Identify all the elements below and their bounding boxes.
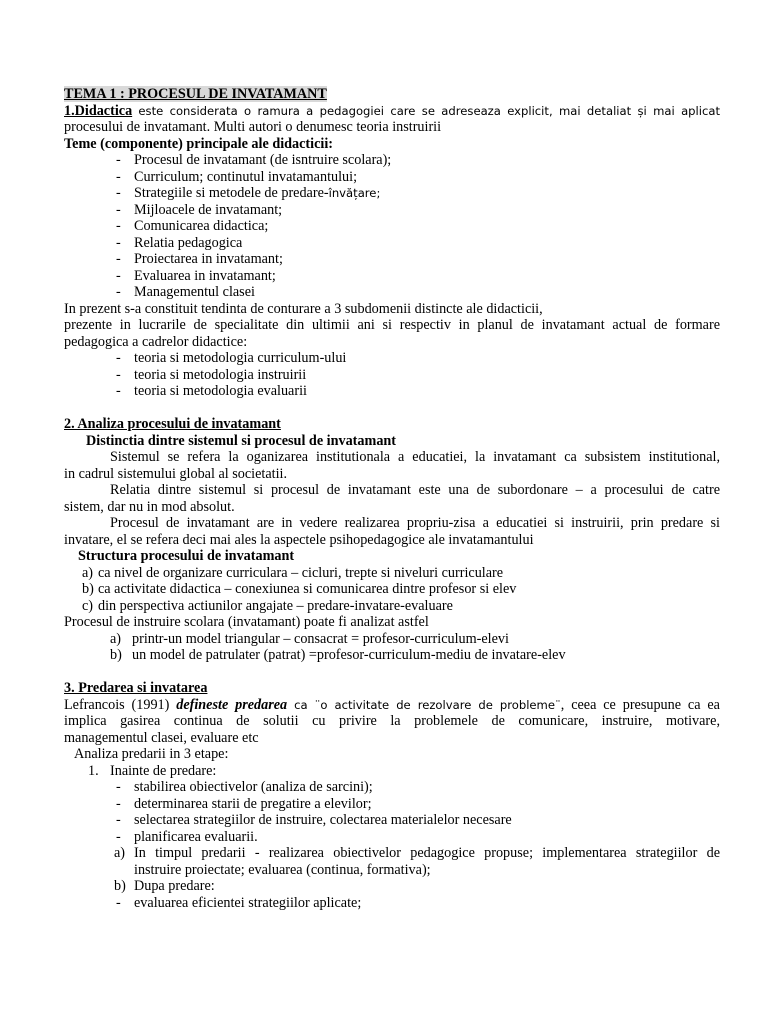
section2-heading: 2. Analiza procesului de invatamant bbox=[64, 416, 281, 432]
section2-p1b: in cadrul sistemului global al societatii. bbox=[64, 465, 288, 482]
section1-p2b: pedagogica a cadrelor didactice: bbox=[64, 333, 248, 350]
list-item-continuation: instruire proiectate; evaluarea (continua, formativa); bbox=[134, 861, 431, 878]
section2-p3b: invatare, el se refera deci mai ales la aspectele psihopedagogice ale invatamantului bbox=[64, 531, 534, 548]
list-item: - Relatia pedagogica bbox=[116, 234, 243, 251]
list-item: 1. Inainte de predare: bbox=[88, 762, 217, 779]
page-title: TEMA 1 : PROCESUL DE INVATAMANT bbox=[64, 86, 327, 102]
list-item: a) printr-un model triangular – consacrat = profesor-curriculum-elevi bbox=[110, 630, 509, 647]
list-item: - Procesul de invatamant (de isntruire scolara); bbox=[116, 152, 392, 168]
title-line bbox=[64, 86, 720, 103]
list-item: - teoria si metodologia instruirii bbox=[116, 366, 307, 383]
section2-p2a: Relatia dintre sistemul si procesul de invatamant este una de subordonare – a procesului de catre bbox=[110, 482, 720, 498]
section3-line4: Analiza predarii in 3 etape: bbox=[74, 746, 229, 762]
list-item: - Mijloacele de invatamant; bbox=[116, 201, 283, 218]
document-page bbox=[64, 86, 720, 911]
list-item: - teoria si metodologia curriculum-ului bbox=[116, 350, 347, 366]
list-item: c) din perspectiva actiunilor angajate – predare-invatare-evaluare bbox=[82, 597, 453, 614]
section1-text-alt: este considerata o ramura a pedagogiei care se adreseaza explicit, mai detaliat și mai aplicat bbox=[138, 103, 721, 118]
section2-subhead2: Structura procesului de invatamant bbox=[78, 548, 295, 564]
list-item: - stabilirea obiectivelor (analiza de sarcini); bbox=[116, 779, 373, 795]
list-item: - Strategiile si metodele de predare-învățare; bbox=[116, 185, 381, 201]
section1-lead: 1.Didactica bbox=[64, 102, 133, 119]
list-item: - evaluarea eficientei strategiilor aplicate; bbox=[116, 894, 362, 911]
section1-subhead: Teme (componente) principale ale didacticii: bbox=[64, 135, 334, 152]
list-item: - determinarea starii de pregatire a elevilor; bbox=[116, 795, 372, 812]
list-item: b) ca activitate didactica – conexiunea si comunicarea dintre profesor si elev bbox=[82, 581, 517, 597]
section2-p1a: Sistemul se refera la oganizarea institutionala a educatiei, la invatamant ca subsistem institutional, bbox=[110, 449, 720, 465]
section1-p2a: prezente in lucrarile de specialitate din ultimii ani si respectiv in planul de invatamant actual de formare bbox=[64, 317, 720, 333]
section3-line2: implica gasirea continua de solutii cu privire la problemele de comunicare, instruire, motivare, bbox=[64, 713, 720, 729]
section1-p1: In prezent s-a constituit tendinta de conturare a 3 subdomenii distincte ale didacticii, bbox=[64, 300, 543, 317]
list-item: b) Dupa predare: bbox=[114, 878, 215, 894]
section3-line1: Lefrancois (1991) defineste predarea ca ¨o activitate de rezolvare de probleme¨, ceea ce presupune ca ea bbox=[64, 696, 720, 713]
list-item: - Proiectarea in invatamant; bbox=[116, 251, 283, 267]
section1-intro bbox=[64, 103, 720, 120]
list-item: - teoria si metodologia evaluarii bbox=[116, 383, 307, 399]
list-item: a) ca nivel de organizare curriculara – cicluri, trepte si niveluri curriculare bbox=[82, 564, 504, 581]
section1-line2: procesului de invatamant. Multi autori o denumesc teoria instruirii bbox=[64, 119, 442, 135]
list-item: - selectarea strategiilor de instruire, colectarea materialelor necesare bbox=[116, 812, 512, 828]
list-item: a) In timpul predarii - realizarea obiectivelor pedagogice propuse; implementarea strategiilor de bbox=[114, 845, 720, 861]
list-item: b) un model de patrulater (patrat) =profesor-curriculum-mediu de invatare-elev bbox=[110, 647, 566, 663]
list-item: - Comunicarea didactica; bbox=[116, 218, 269, 234]
section3-heading: 3. Predarea si invatarea bbox=[64, 680, 208, 696]
list-item: - Curriculum; continutul invatamantului; bbox=[116, 168, 358, 185]
section2-p2b: sistem, dar nu in mod absolut. bbox=[64, 498, 235, 515]
section2-p3a: Procesul de invatamant are in vedere realizarea propriu-zisa a educatiei si instruirii, prin predare si bbox=[110, 515, 720, 531]
list-item: - Evaluarea in invatamant; bbox=[116, 267, 276, 284]
section2-p4: Procesul de instruire scolara (invatamant) poate fi analizat astfel bbox=[64, 614, 429, 630]
section2-subhead1: Distinctia dintre sistemul si procesul de invatamant bbox=[86, 432, 397, 449]
list-item: - Managementul clasei bbox=[116, 284, 255, 300]
list-item: - planificarea evaluarii. bbox=[116, 828, 258, 845]
section3-line3: managementul clasei, evaluare etc bbox=[64, 729, 259, 746]
